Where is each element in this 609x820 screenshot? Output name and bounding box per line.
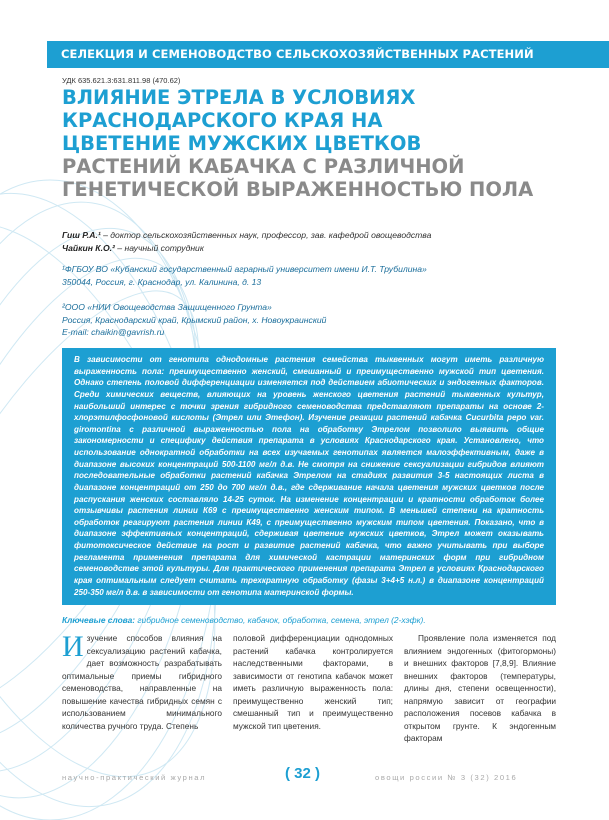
author-1: Гиш Р.А.¹ – доктор сельскохозяйственных наук, профессор, зав. кафедрой овощеводства <box>62 230 432 240</box>
author-2: Чайкин К.О.² – научный сотрудник <box>62 242 204 253</box>
body-column-2 <box>233 632 393 732</box>
affiliation-1 <box>62 263 427 288</box>
body-text-1: зучение способов влияния на сексуализацию растений кабачка, дает возможность разрабатывать оптимальные приемы гибридного семеноводства, направленные на повышение качества гибридных семян с использованием минимального количества ручного труда. Степень <box>62 633 222 731</box>
title-line-2: КРАСНОДАРСКОГО КРАЯ НА <box>62 109 383 132</box>
body-text-2: половой дифференциации однодомных растений кабачка контролируется наследственными факторами, в зависимости от генотипа кабачок может иметь различную выраженность пола: преимущественно женский тип; смешанный тип и преимущественно мужской тип цветения. <box>233 633 393 731</box>
drop-cap: И <box>62 630 84 663</box>
section-banner: СЕЛЕКЦИЯ И СЕМЕНОВОДСТВО СЕЛЬСКОХОЗЯЙСТВЕННЫХ РАСТЕНИЙ <box>47 41 609 68</box>
body-column-1 <box>62 632 222 732</box>
affiliation-2-line: ²ООО «НИИ Овощеводства Защищенного Грунта» <box>62 302 272 312</box>
title-line-4: РАСТЕНИЙ КАБАЧКА С РАЗЛИЧНОЙ <box>62 155 465 178</box>
affiliation-1-line: ¹ФГБОУ ВО «Кубанский государственный аграрный университет имени И.Т. Трубилина» <box>62 264 427 274</box>
page-number: ( 32 ) <box>285 765 321 782</box>
keywords-label: Ключевые слова: <box>62 615 136 625</box>
footer-journal-type: научно-практический журнал <box>62 773 207 782</box>
body-text-3: Проявление пола изменяется под влиянием эндогенных (фитогормоны) и внешних факторов [7,8,9]. Влияние внешних факторов (температуры, длины дня, степени освещенности), напрямую зависит от географии расположения посевов кабачка в открытом грунте. К эндогенным факторам <box>404 633 556 743</box>
title-line-3: ЦВЕТЕНИЕ МУЖСКИХ ЦВЕТКОВ <box>62 132 422 155</box>
contact-email[interactable]: E-mail: chaikin@gavrish.ru <box>62 327 165 337</box>
article-title <box>62 86 534 201</box>
title-line-1: ВЛИЯНИЕ ЭТРЕЛА В УСЛОВИЯХ <box>62 86 416 109</box>
affiliation-1-line: 350044, Россия, г. Краснодар, ул. Калинина, д. 13 <box>62 276 262 287</box>
keywords <box>62 614 556 626</box>
body-column-3 <box>404 632 556 745</box>
abstract-box <box>62 348 556 605</box>
title-line-5: ГЕНЕТИЧЕСКОЙ ВЫРАЖЕННОСТЬЮ ПОЛА <box>62 178 534 201</box>
udc-code: УДК 635.621.3:631.811.98 (470.62) <box>62 76 181 85</box>
authors <box>62 229 431 254</box>
keywords-text: гибридное семеноводство, кабачок, обработка, семена, этрел (2-хэфк). <box>135 615 426 625</box>
affiliation-2-line: Россия, Краснодарский край, Крымский район, х. Новоукраинский <box>62 314 327 325</box>
affiliation-2 <box>62 301 326 339</box>
abstract-text: В зависимости от генотипа однодомные растения семейства тыквенных могут иметь различную выраженность пола: преимущественно женский, смешанный и преимущественно мужской тип цветения. Однако степень половой дифференциации изменяется под действием абиотических и эндогенных факторов. Среди химических веществ, влияющих на уровень женского цветения растений тыквенных культур, наибольший интерес с точки зрения гибридного семеноводства представляют препараты на основе 2-хлорэтилфосфоновой кислоты (Этрел или Этефон). Изучение реакции растений кабачка Cucurbita pepo var. giromontina с различной выраженностью пола на обработку Этрелом позволило выявить общие закономерности и специфику действия препарата в условиях Краснодарского края. Установлено, что использование однократной обработки на всех изучаемых генотипах является малоэффективным, даже в диапазоне высоких концентраций 500-1100 мг/л д.в. Не смотря на снижение сексуализации гибридов влияют последовательные обработки растений кабачка Этрелом на стадиях развития 3-5 настоящих листа в диапазоне концентраций от 250 до 700 мг/л д.в., где сдерживание начала цветения мужских цветков после распускания женских составляло 14-25 суток. На изменение концентрации и кратности обработок более отзывчивы растения линии К69 с преимущественно женским типом. В меньшей степени на кратность обработок реагируют растения линии К49, с преимущественно мужским типом цветения. Показано, что в диапазоне эффективных концентраций, сдерживая цветение мужских цветков, Этрел может оказывать фитотоксическое действие на рост и развитие растений кабачка, что важно учитывать при выборе регламента применения препарата для химической кастрации материнских форм при гибридном семеноводстве этой культуры. Для практического применения препарата Этрел в условиях Краснодарского края оптимальным следует считать трехкратную обработку (фазы 3+4+5 н.л.) в диапазоне концентраций 250-350 мг/л д.в. в зависимости от генотипа материнской формы. <box>74 355 544 597</box>
footer-journal-issue: овощи россии № 3 (32) 2016 <box>375 773 518 782</box>
